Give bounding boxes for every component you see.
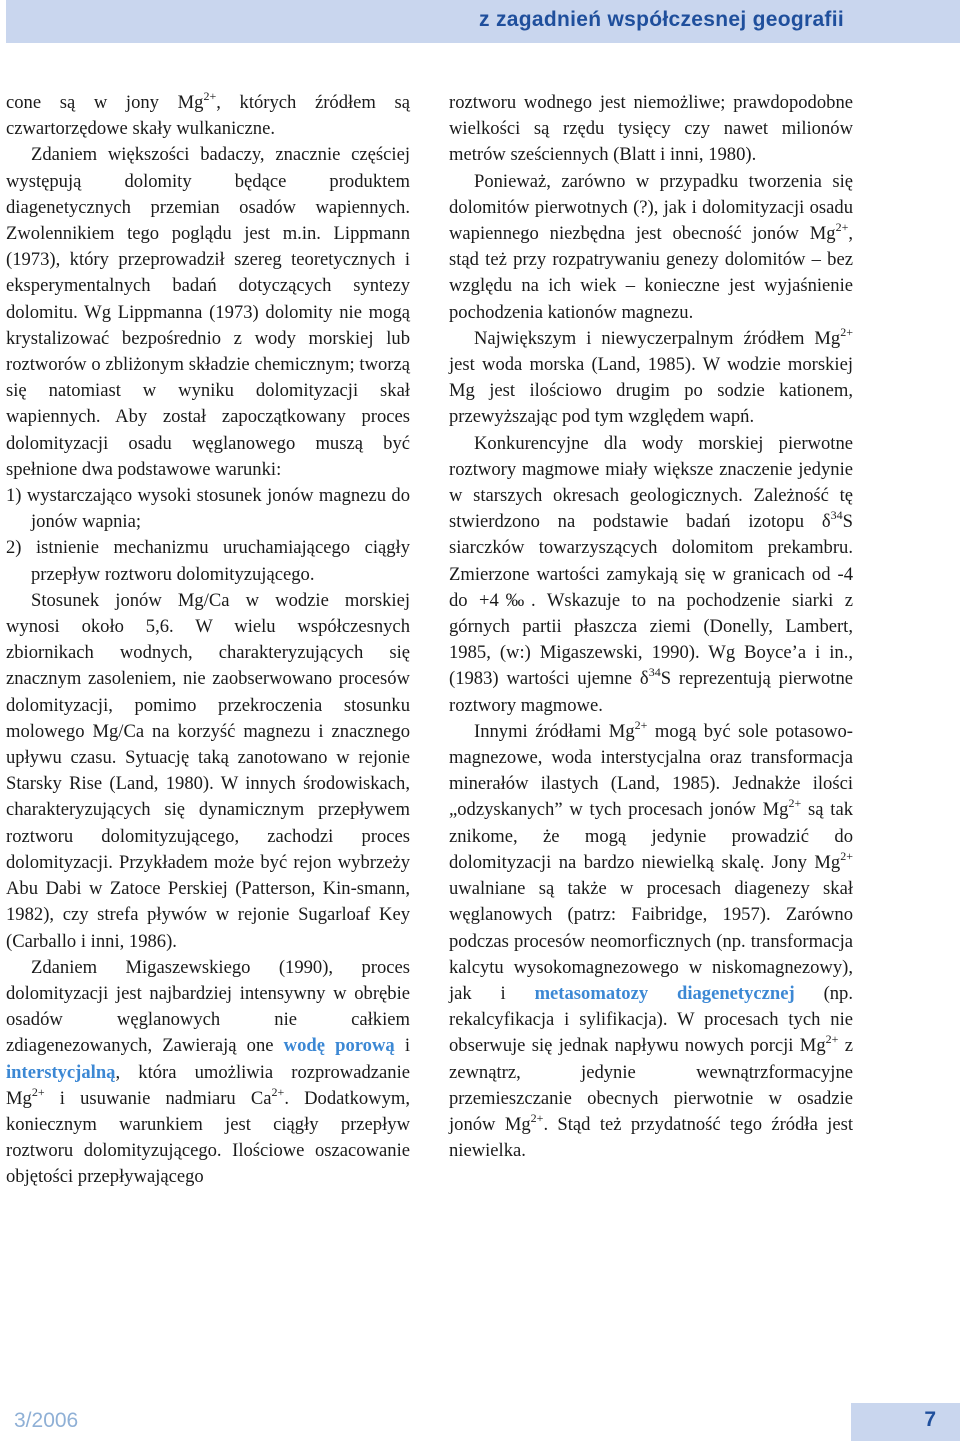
- paragraph: roztworu wodnego jest niemożliwe; prawdopodobne wielkości są rzędu tysięcy czy nawet milionów metrów sześciennych (Blatt i inni, 1980).: [449, 92, 853, 166]
- paragraph: cone są w jony $Mg^{2+}$, których źródłem są czwartorzędowe skały wulkaniczne.: [6, 88, 410, 140]
- paragraph: Największym i niewyczerpalnym źródłem $Mg^{2+}$ jest woda morska (Land, 1985). W wodzie morskiej Mg jest ilościowo drugim po sodzie kationem, przewyższając pod tym względem wapń.: [449, 324, 853, 428]
- right-column: [449, 90, 853, 1164]
- page-number: 7: [924, 1408, 936, 1431]
- keyword-link[interactable]: wodę porową: [283, 1035, 395, 1057]
- paragraph: Zdaniem Migaszewskiego (1990), proces dolomityzacji jest najbardziej intensywny w obrębie osadów węglanowych nie całkiem zdiagenezowanych, Zawierają one wodę porową i interstycjalną, która umożliwia rozprowadzanie $Mg^{2+}$ i usuwanie nadmiaru $Ca^{2+}$. Dodatkowym, koniecznym warunkiem jest ciągły przepływ roztworu dolomityzującego. Ilościowe oszacowanie objętości przepływającego: [6, 956, 411, 1188]
- section-title: z zagadnień współczesnej geografii: [479, 8, 844, 31]
- keyword-link[interactable]: interstycjalną: [6, 1061, 116, 1083]
- list-item: 2) istnienie mechanizmu uruchamiającego ciągły przepływ roztworu dolomityzującego.: [6, 537, 410, 585]
- list-item: 1) wystarczająco wysoki stosunek jonów magnezu do jonów wapnia;: [6, 485, 410, 533]
- keyword-link[interactable]: metasomatozy diagenetycznej: [534, 982, 795, 1004]
- issue-label: 3/2006: [14, 1409, 79, 1432]
- left-column: [6, 90, 410, 1191]
- paragraph: Zdaniem większości badaczy, znacznie częściej występują dolomity będące produktem diagenetycznych przemian osadów wapiennych. Zwolennikiem tego poglądu jest m.in. Lippmann (1973), który przeprowadził szereg teoretycznych i eksperymentalnych badań dotyczących syntezy dolomitu. Wg Lippmanna (1973) dolomity nie mogą krystalizować bezpośrednio z wody morskiej lub roztworów o zbliżonym składzie chemicznym; tworzą się natomiast w wyniku dolomityzacji skał wapiennych. Aby został zapoczątkowany proces dolomityzacji osadu węglanowego muszą być spełnione dwa podstawowe warunki:: [6, 144, 410, 480]
- paragraph: Ponieważ, zarówno w przypadku tworzenia się dolomitów pierwotnych (?), jak i dolomityzacji osadu wapiennego niezbędna jest obecność jonów $Mg^{2+}$, stąd też przy rozpatrywaniu genezy dolomitów – bez względu na ich wiek – konieczne jest wyjaśnienie pochodzenia kationów magnezu.: [449, 170, 853, 323]
- paragraph: Innymi źródłami $Mg^{2+}$ mogą być sole potasowo-magnezowe, woda interstycjalna oraz transformacja minerałów ilastych (Land, 1985). Jednakże ilości „odzyskanych” w tych procesach jonów $Mg^{2+}$ są tak znikome, że mogą jedynie prowadzić do dolomityzacji na bardzo niewielką skalę. Jony $Mg^{2+}$ uwalniane są także w procesach diagenezy skał węglanowych (patrz: Faibridge, 1957). Zarówno podczas procesów neomorficznych (np. transformacja kalcytu wysokomagnezowego w niskomagnezowy), jak i metasomatozy diagenetycznej (np. rekalcyfikacja i sylifikacja). W procesach tych nie obserwuje się jednak napływu nowych porcji $Mg^{2+}$ z zewnątrz, jedynie wewnątrzformacyjne przemieszczanie obecnych pierwotnie w osadzie jonów $Mg^{2+}$. Stąd też przydatność tego źródła jest niewielka.: [449, 717, 853, 1162]
- page-number-band: [851, 1403, 960, 1441]
- paragraph: Stosunek jonów Mg/Ca w wodzie morskiej wynosi około 5,6. W wielu współczesnych zbiornikach wodnych, charakteryzujących się znacznym zasoleniem, nie zaobserwowano procesów dolomityzacji, pomimo przekroczenia stosunku molowego Mg/Ca na korzyść magnezu i znacznego upływu czasu. Sytuację taką zanotowano w rejonie Starsky Rise (Land, 1980). W innych środowiskach, charakteryzujących się dynamicznym przepływem roztworu dolomityzującego, zachodzi proces dolomityzacji. Przykładem może być rejon wybrzeży Abu Dabi w Zatoce Perskiej (Patterson, Kin-smann, 1982), czy strefa pływów w rejonie Sugarloaf Key (Carballo i inni, 1986).: [6, 589, 410, 952]
- paragraph: Konkurencyjne dla wody morskiej pierwotne roztwory magmowe miały większe znaczenie jedynie w starszych okresach geologicznych. Zależność tę stwierdzono na podstawie badań izotopu $\delta^{34}S$ siarczków towarzyszących dolomitom prekambru. Zmierzone wartości zamykają się w granicach od -4 do +4‰. Wskazuje to na pochodzenie siarki z górnych partii płaszcza ziemi (Donelly, Lambert, 1985, (w:) Migaszewski, 1990). Wg Boyce’a i in., (1983) wartości ujemne $\delta^{34}S$ reprezentują pierwotne roztwory magmowe.: [449, 432, 853, 716]
- header-band: [6, 0, 960, 43]
